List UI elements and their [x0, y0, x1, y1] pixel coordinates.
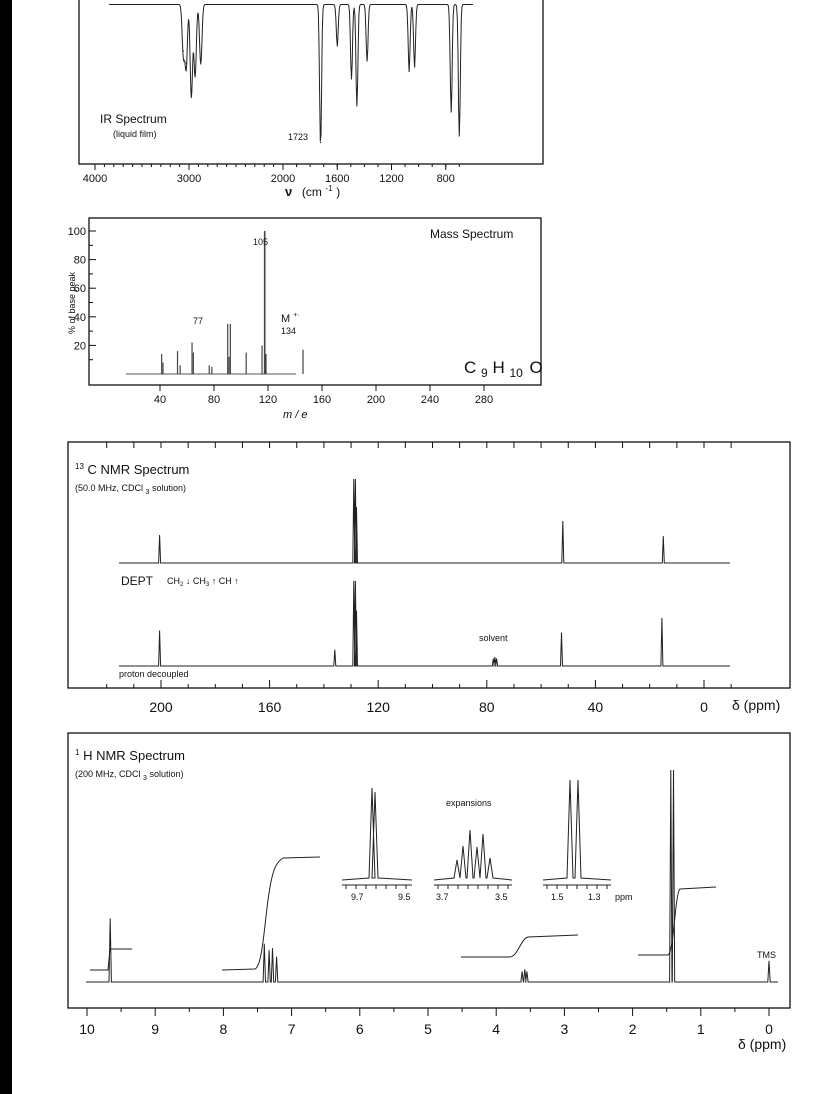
h1-tick-label-1: 1 [696, 1021, 705, 1037]
c13-tick-label-40: 40 [587, 699, 604, 715]
ms-title: Mass Spectrum [430, 227, 514, 241]
h1-title [75, 743, 185, 763]
h1-subtitle-text: (200 MHz, CDCl [75, 769, 141, 779]
ms-label-105: 105 [253, 237, 269, 247]
c13-tick-label-80: 80 [479, 699, 495, 715]
c13-subtitle-text: (50.0 MHz, CDCl [75, 483, 144, 493]
h1-nmr-panel [68, 733, 790, 1052]
ir-x-units: (cm [301, 185, 322, 199]
ir-frame [79, 0, 543, 164]
ms-y-tick-label-80: 80 [73, 254, 86, 267]
h1-expansion-b-t1: 3.7 [436, 892, 449, 902]
h1-tick-label-5: 5 [424, 1021, 432, 1037]
ms-y-tick-label-20: 20 [73, 340, 86, 353]
ir-band-mark-5 [320, 142, 321, 143]
h1-trace-line [86, 770, 778, 982]
dept-ch3-arrow: ↑ [209, 576, 219, 586]
c13-subtitle [75, 483, 186, 496]
ir-band-mark-11 [414, 62, 415, 63]
ir-band-mark-8 [356, 101, 357, 102]
h1-expansion-b-t2: 3.5 [495, 892, 508, 902]
ir-annotation-1723: 1723 [288, 132, 309, 142]
ms-y-axis-label: % of base peak [67, 271, 77, 334]
h1-tick-label-4: 4 [492, 1021, 501, 1037]
dept-ch-arrow: ↑ [231, 576, 239, 586]
ms-formula-h: H [492, 358, 505, 377]
ir-band-mark-4 [200, 59, 201, 60]
dept-ch: CH [218, 576, 232, 586]
integral-ch [461, 935, 578, 957]
h1-tick-label-8: 8 [219, 1021, 228, 1037]
ms-formula-c: C [464, 358, 477, 377]
ms-x-tick-label-200: 200 [366, 394, 386, 406]
dept-ch2-sub: 2 [180, 582, 184, 588]
c13-tick-label-200: 200 [149, 699, 173, 715]
dept-ch2: CH [167, 576, 180, 586]
ir-band-mark-10 [409, 67, 410, 68]
c13-frame [68, 442, 790, 688]
ms-molecular-ion-mz: 134 [281, 326, 297, 336]
h1-expansion-a-t2: 9.5 [398, 892, 411, 902]
c13-subtitle-end: solution) [151, 483, 186, 493]
ir-band-mark-12 [451, 107, 452, 108]
c13-dept-trace [119, 479, 730, 563]
h1-tick-label-2: 2 [628, 1021, 637, 1037]
h1-subtitle [75, 769, 183, 782]
c13-tick-label-120: 120 [366, 699, 390, 715]
ir-band-mark-0 [183, 50, 184, 51]
c13-dept-label: DEPT [121, 574, 154, 588]
h1-subtitle-end: solution) [149, 769, 184, 779]
expansion-b-trace [434, 830, 512, 880]
h1-title-text: H NMR Spectrum [83, 748, 185, 763]
h1-tick-label-6: 6 [355, 1021, 364, 1037]
ir-tick-label-2000: 2000 [270, 173, 296, 185]
c13-tick-label-160: 160 [257, 699, 282, 715]
h1-subtitle-sub: 3 [143, 775, 147, 782]
ir-band-mark-7 [351, 74, 352, 75]
ir-x-ticks [83, 164, 530, 185]
c13-nmr-panel [68, 442, 790, 715]
ir-band-mark-2 [191, 92, 192, 93]
h1-tick-label-7: 7 [287, 1021, 296, 1037]
h1-expansion-c-t2: 1.3 [588, 892, 601, 902]
ms-x-tick-label-280: 280 [474, 394, 494, 406]
h1-expansion-c-t1: 1.5 [551, 892, 564, 902]
ms-y-tick-label-100: 100 [67, 226, 86, 238]
ms-formula-h-sub: 10 [509, 366, 523, 380]
ir-tick-label-800: 800 [436, 173, 455, 185]
ir-tick-label-1600: 1600 [325, 173, 350, 185]
ms-label-77: 77 [193, 316, 204, 326]
ms-formula-c-sub: 9 [481, 366, 488, 380]
ir-subtitle: (liquid film) [113, 129, 157, 139]
ir-tick-label-1200: 1200 [379, 173, 404, 185]
ms-x-tick-label-80: 80 [207, 394, 221, 406]
ir-tick-label-3000: 3000 [176, 173, 202, 185]
c13-x-ticks [107, 680, 731, 715]
h1-expansion-insets [342, 780, 611, 889]
h1-tick-label-3: 3 [560, 1021, 569, 1037]
h1-x-axis-label: δ (ppm) [738, 1036, 787, 1052]
ms-x-tick-label-120: 120 [258, 394, 278, 406]
h1-ppm-label: ppm [615, 892, 633, 902]
h1-tick-label-10: 10 [79, 1021, 95, 1037]
c13-proton-decoupled-label: proton decoupled [119, 669, 189, 679]
ir-band-mark-9 [367, 56, 368, 57]
ir-band-mark-3 [195, 71, 196, 72]
h1-tick-label-9: 9 [151, 1021, 160, 1037]
h1-x-ticks [68, 1008, 790, 1037]
ms-molecular-ion [281, 312, 300, 325]
h1-tms-label: TMS [757, 950, 776, 960]
h1-tick-label-0: 0 [765, 1021, 773, 1037]
c13-title-sup: 13 [75, 462, 84, 471]
c13-solvent-label: solvent [479, 633, 508, 643]
ms-x-axis-label: m / e [283, 409, 308, 421]
ms-peak-bars [162, 231, 303, 374]
c13-subtitle-sub: 3 [145, 489, 150, 496]
ir-x-symbol: ν [285, 184, 293, 199]
ms-x-tick-label-240: 240 [420, 394, 440, 406]
ms-formula-o: O [529, 358, 543, 377]
ir-x-close: ) [336, 185, 341, 199]
ms-m-charge: +· [293, 312, 300, 319]
ir-x-exp: -1 [325, 184, 333, 193]
c13-x-axis-label: δ (ppm) [732, 697, 781, 713]
mass-spectrum-panel [67, 218, 543, 421]
expansion-c-trace [543, 780, 611, 880]
ms-y-tick-label-40: 40 [73, 311, 86, 324]
h1-expansions-label: expansions [446, 798, 492, 808]
integral-ch3 [638, 887, 716, 955]
ir-band-mark-13 [459, 131, 460, 132]
h1-expansion-a-t1: 9.7 [351, 892, 364, 902]
dept-ch3: CH [192, 576, 206, 586]
c13-tick-label-0: 0 [700, 699, 708, 715]
ir-title: IR Spectrum [100, 112, 167, 126]
ms-formula [464, 358, 543, 381]
ir-tick-label-4000: 4000 [82, 173, 108, 185]
expansion-a-trace [342, 788, 412, 880]
ms-x-tick-label-160: 160 [312, 394, 332, 406]
c13-dept-legend [167, 576, 239, 588]
h1-integral-curves [90, 857, 716, 970]
dept-ch3-sub: 3 [205, 582, 210, 588]
c13-top-ticks [107, 442, 731, 448]
h1-title-sup: 1 [75, 748, 80, 757]
ir-band-mark-1 [186, 62, 187, 63]
ir-band-mark-6 [337, 41, 338, 42]
c13-decoupled-trace [119, 581, 730, 666]
dept-ch2-arrow: ↓ [183, 576, 193, 586]
ms-y-tick-label-60: 60 [73, 283, 86, 296]
c13-title [75, 457, 189, 477]
ms-m-letter: M [281, 313, 291, 325]
integral-aromatic [222, 857, 320, 970]
ms-x-tick-label-40: 40 [153, 394, 167, 406]
ir-spectrum-panel [79, 0, 543, 199]
c13-title-text: C NMR Spectrum [87, 462, 190, 477]
